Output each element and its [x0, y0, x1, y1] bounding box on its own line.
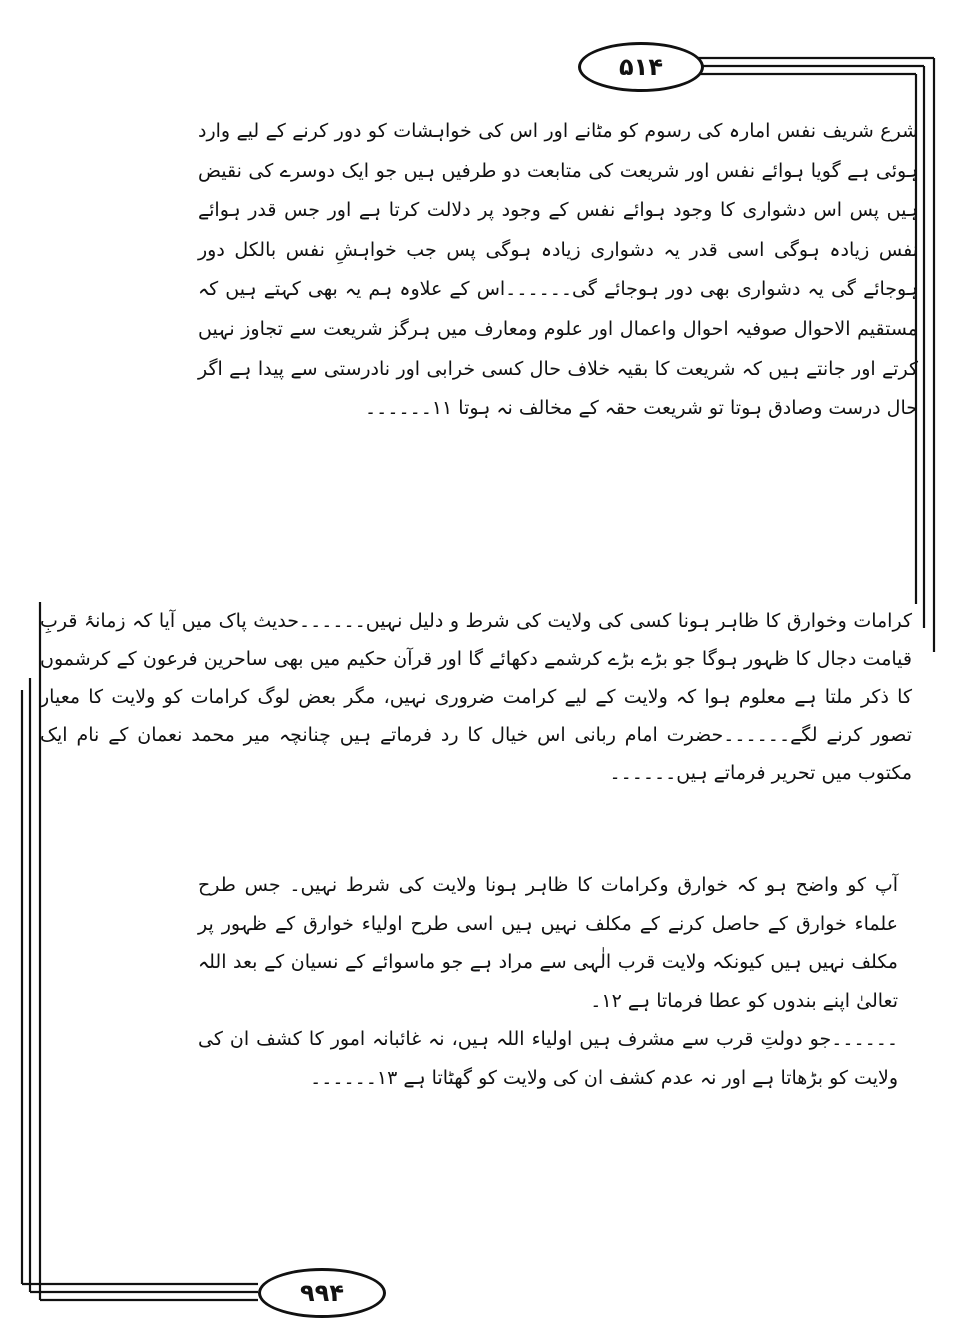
body-paragraph-1: [198, 112, 918, 429]
paragraph-text: شرع شریف نفس امارہ کی رسوم کو مٹانے اور اس کی خواہشات کو دور کرنے کے لیے وارد ہوئی ہے گویا ہوائے نفس اور شریعت کی متابعت دو طرفیں ہیں جو ایک دوسرے کی نقیض ہیں پس اس دشواری کا وجود ہوائے نفس کے وجود پر دلالت کرتا ہے اور جس قدر ہوائے نفس زیادہ ہوگی اسی قدر یہ دشواری زیادہ ہوگی پس جب خواہشِ نفس بالکل دور ہوجائے گی یہ دشواری بھی دور ہوجائے گی۔۔۔۔۔۔اس کے علاوہ ہم یہ بھی کہتے ہیں کہ مستقیم الاحوال صوفیہ احوال واعمال اور علوم ومعارف میں ہرگز شریعت سے تجاوز نہیں کرتے اور جانتے ہیں کہ شریعت کا بقیہ خلاف حال کسی خرابی اور نادرستی سے پیدا ہے اگر حال درست وصادق ہوتا تو شریعت حقہ کے مخالف نہ ہوتا ۱۱۔۔۔۔۔۔: [198, 120, 918, 420]
quote-paragraph-1: آپ کو واضح ہو کہ خوارق وکرامات کا ظاہر ہونا ولایت کی شرط نہیں۔ جس طرح علماء خوارق کے حاصل کرنے کے مکلف نہیں ہیں اسی طرح اولیاء خوارق کے ظہور پر مکلف نہیں ہیں کیونکہ ولایت قرب الٰہی سے مراد ہے جو ماسوائے کے نسیان کے بعد اللہ تعالیٰ اپنے بندوں کو عطا فرماتا ہے ۱۲۔: [198, 874, 898, 1012]
quote-paragraph-2: ۔۔۔۔۔۔جو دولتِ قرب سے مشرف ہیں اولیاء اللہ ہیں، نہ غائبانہ امور کا کشف ان کی ولایت کو بڑھاتا ہے اور نہ عدم کشف ان کی ولایت کو گھٹاتا ہے ۱۳۔۔۔۔۔۔: [198, 1028, 898, 1089]
paragraph-text: کرامات وخوارق کا ظاہر ہونا کسی کی ولایت کی شرط و دلیل نہیں۔۔۔۔۔۔حدیث پاک میں آیا کہ زمانۂ قربِ قیامت دجال کا ظہور ہوگا جو بڑے بڑے کرشمے دکھائے گا اور قرآن حکیم میں بھی ساحرین فرعون کے کرشموں کا ذکر ملتا ہے معلوم ہوا کہ ولایت کے لیے کرامت ضروری نہیں، مگر بعض لوگ کرامات کو ولایت کا معیار تصور کرنے لگے۔۔۔۔۔۔حضرت امام ربانی اس خیال کا رد فرماتے ہیں چنانچہ میر محمد نعمان کے نام ایک مکتوب میں تحریر فرماتے ہیں۔۔۔۔۔۔: [40, 610, 912, 784]
quoted-letter: [198, 866, 898, 1097]
bottom-page-number: ۹۹۴: [258, 1268, 386, 1318]
body-paragraph-2: [40, 602, 912, 792]
top-page-number: ۵۱۴: [578, 42, 704, 92]
